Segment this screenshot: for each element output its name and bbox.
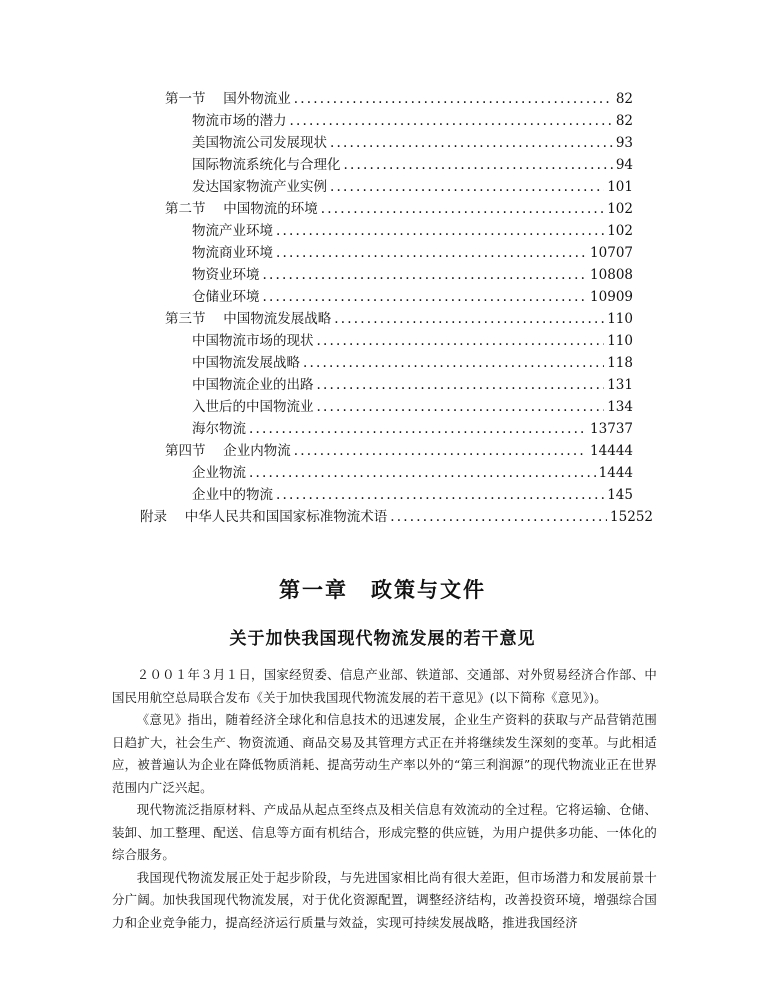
toc-entry-label: 附录 中华人民共和国国家标准物流术语 [140, 509, 388, 525]
paragraph: 《意见》指出，随着经济全球化和信息技术的迅速发展，企业生产资料的获取与产品营销范围日趋扩大，社会生产、物资流通、商品交易及其管理方式正在并将继续发生深刻的变革。与此相适应，被普遍认为企业在降低物质消耗、提高劳动生产率以外的“第三利润源”的现代物流业正在世界范围内广泛兴起。 [112, 712, 657, 795]
chapter-title: 第一章 政策与文件 [279, 577, 486, 602]
toc-entry-label: 物流产业环境 [192, 223, 273, 239]
toc-leader-dots [321, 198, 604, 220]
paragraph: 我国现代物流发展正处于起步阶段，与先进国家相比尚有很大差距，但市场潜力和发展前景十分广阔。加快我国现代物流发展，对于优化资源配置，调整经济结构，改善投资环境，增强综合国力和企业竞争能力，提高经济运行质量与效益，实现可持续发展战略，推进我国经济 [112, 869, 657, 930]
toc-leader-dots [276, 220, 604, 242]
toc-leader-dots [249, 418, 587, 440]
toc-entry-page: 82 [615, 113, 633, 129]
toc-entry[interactable] [165, 308, 633, 330]
toc-entry-page: 131 [607, 377, 633, 393]
toc-entry-page: 93 [615, 135, 633, 151]
toc-entry[interactable] [165, 440, 633, 462]
toc-entry[interactable] [192, 418, 633, 440]
toc-entry-label: 物资业环境 [192, 267, 260, 283]
toc-entry-page: 82 [615, 91, 633, 107]
toc-entry[interactable] [192, 374, 633, 396]
toc-entry-label: 美国物流公司发展现状 [192, 135, 327, 151]
toc-entry-label: 海尔物流 [192, 421, 246, 437]
toc-entry-page: 110 [607, 333, 633, 349]
toc-entry[interactable] [192, 154, 633, 176]
toc-entry[interactable] [165, 198, 633, 220]
toc-entry-label: 发达国家物流产业实例 [192, 179, 327, 195]
toc-entry-page: 10707 [590, 245, 633, 261]
toc-entry[interactable] [192, 352, 633, 374]
toc-entry-label: 中国物流发展战略 [192, 355, 300, 371]
toc-leader-dots [276, 484, 604, 506]
toc-entry[interactable] [192, 176, 633, 198]
toc-leader-dots [263, 264, 588, 286]
toc-leader-dots [290, 110, 613, 132]
article-title: 关于加快我国现代物流发展的若干意见 [229, 629, 536, 649]
paragraph: ２００１年３月１日，国家经贸委、信息产业部、铁道部、交通部、对外贸易经济合作部、中国民用航空总局联合发布《关于加快我国现代物流发展的若干意见》(以下简称《意见》)。 [112, 667, 657, 705]
toc-entry[interactable] [192, 330, 633, 352]
toc-entry-label: 国际物流系统化与合理化 [192, 157, 341, 173]
toc-entry[interactable] [192, 462, 633, 484]
toc-entry-page: 102 [607, 201, 633, 217]
toc-entry-label: 中国物流市场的现状 [192, 333, 314, 349]
toc-leader-dots [276, 242, 587, 264]
toc-entry[interactable] [192, 242, 633, 264]
toc-leader-dots [317, 396, 605, 418]
toc-entry-label: 入世后的中国物流业 [192, 399, 314, 415]
toc-entry-label: 中国物流企业的出路 [192, 377, 314, 393]
toc-leader-dots [317, 330, 605, 352]
toc-leader-dots [294, 440, 587, 462]
toc-entry-label: 第三节 中国物流发展战略 [165, 311, 332, 327]
toc-leader-dots [344, 154, 613, 176]
toc-entry-label: 企业物流 [192, 465, 246, 481]
toc-entry[interactable] [192, 484, 633, 506]
toc-entry[interactable] [192, 220, 633, 242]
toc-entry-page: 10909 [590, 289, 633, 305]
toc-entry[interactable] [192, 132, 633, 154]
toc-entry-page: 1444 [598, 465, 633, 481]
toc-entry-page: 94 [615, 157, 633, 173]
toc-entry-page: 101 [607, 179, 633, 195]
toc-entry-page: 110 [607, 311, 633, 327]
toc-entry-label: 第二节 中国物流的环境 [165, 201, 318, 217]
toc-entry[interactable] [192, 396, 633, 418]
toc-entry[interactable] [165, 88, 633, 110]
toc-leader-dots [303, 352, 604, 374]
toc-entry-page: 145 [607, 487, 633, 503]
toc-leader-dots [263, 286, 588, 308]
toc-entry-page: 13737 [590, 421, 633, 437]
toc-entry[interactable] [192, 264, 633, 286]
toc-entry-label: 仓储业环境 [192, 289, 260, 305]
toc-entry-label: 第一节 国外物流业 [165, 91, 291, 107]
toc-entry[interactable] [140, 506, 653, 528]
toc-leader-dots [390, 506, 607, 528]
toc-entry-page: 14444 [590, 443, 633, 459]
toc-entry-page: 134 [607, 399, 633, 415]
toc-leader-dots [330, 176, 604, 198]
toc-entry-label: 第四节 企业内物流 [165, 443, 291, 459]
toc-entry-label: 企业中的物流 [192, 487, 273, 503]
toc-entry-page: 118 [607, 355, 633, 371]
toc-entry-page: 15252 [610, 509, 653, 525]
toc-entry[interactable] [192, 110, 633, 132]
toc-leader-dots [334, 308, 604, 330]
toc-entry-page: 102 [607, 223, 633, 239]
toc-leader-dots [317, 374, 605, 396]
toc-entry-label: 物流商业环境 [192, 245, 273, 261]
paragraph: 现代物流泛指原材料、产成品从起点至终点及相关信息有效流动的全过程。它将运输、仓储、装卸、加工整理、配送、信息等方面有机结合，形成完整的供应链，为用户提供多功能、一体化的综合服务。 [112, 802, 657, 862]
article-body [112, 664, 657, 934]
toc-leader-dots [294, 88, 613, 110]
toc-entry-page: 10808 [590, 267, 633, 283]
toc-leader-dots [249, 462, 596, 484]
toc-entry-label: 物流市场的潜力 [192, 113, 287, 129]
toc-leader-dots [330, 132, 613, 154]
toc-entry[interactable] [192, 286, 633, 308]
